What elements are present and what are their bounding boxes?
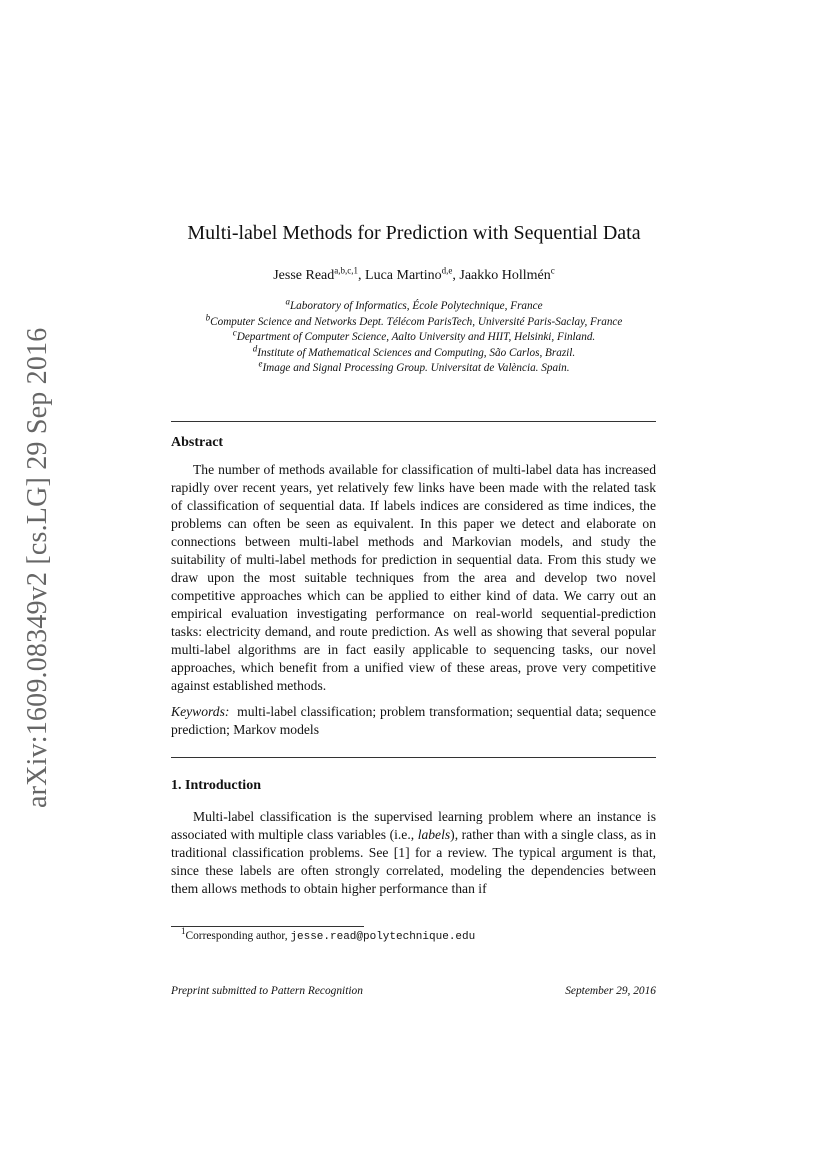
affiliation-mark: b bbox=[205, 311, 211, 322]
author-list bbox=[0, 265, 828, 284]
intro-text: ), rather than with a single class, as in traditional classification problems. See [1] for a review. The typical argument is that, since these labels are often strongly correlated, modeling the dependencies between them allows methods to obtain higher performance than if bbox=[171, 827, 657, 896]
intro-paragraph bbox=[171, 808, 656, 898]
footer-preprint: Preprint submitted to Pattern Recognition bbox=[171, 985, 363, 997]
affiliation-text: Image and Signal Processing Group. Universitat de València. Spain. bbox=[262, 362, 570, 374]
author-name: Jaakko Hollmén bbox=[459, 268, 551, 283]
abstract-body bbox=[171, 461, 656, 739]
footnote-mark: 1 bbox=[181, 926, 186, 937]
author-name: Luca Martino bbox=[365, 268, 442, 283]
abstract-text: The number of methods available for classification of multi-label data has increased rapidly over recent years, yet relatively few links have been made with the related task of classification of sequential data. If labels indices are considered as time indices, the problems can often be seen as equivalent. In this paper we detect and elaborate on connections between multi-label methods and Markovian models, and study the suitability of multi-label methods for prediction in sequential data. From this study we draw upon the most suitable techniques from the area and develop two novel competitive approaches which can be applied to either kind of data. We carry out an empirical evaluation investigating performance on real-world sequential-prediction tasks: electricity demand, and route prediction. As well as showing that several popular multi-label algorithms are in fact easily applicable to sequencing tasks, our novel approaches, which benefit from a unified view of these areas, prove very competitive against established methods. bbox=[171, 462, 656, 693]
author-separator: , bbox=[358, 268, 366, 283]
keywords-line bbox=[171, 703, 656, 739]
footnote-rule bbox=[171, 926, 364, 927]
introduction-body bbox=[171, 808, 656, 898]
author-email: jesse.read@polytechnique.edu bbox=[290, 931, 476, 943]
abstract-heading: Abstract bbox=[171, 435, 224, 450]
author-affil-marks: c bbox=[550, 265, 555, 276]
section-heading: 1. Introduction bbox=[171, 778, 261, 793]
affiliation bbox=[0, 296, 828, 315]
affiliation-text: Institute of Mathematical Sciences and Computing, São Carlos, Brazil. bbox=[257, 346, 576, 359]
affiliation-text: Department of Computer Science, Aalto University and HIIT, Helsinki, Finland. bbox=[236, 331, 596, 343]
author-affil-marks: d,e bbox=[441, 265, 453, 276]
intro-emphasis: labels bbox=[417, 827, 451, 842]
keywords-text: multi-label classification; problem transformation; sequential data; sequence prediction; Markov models bbox=[171, 704, 656, 737]
author-name: Jesse Read bbox=[273, 268, 335, 283]
footnote-text: Corresponding author, bbox=[185, 930, 291, 942]
affiliation-mark: a bbox=[285, 296, 290, 307]
abstract-bottom-rule bbox=[171, 757, 656, 758]
affiliation-list bbox=[0, 296, 828, 377]
arxiv-identifier: arXiv:1609.08349v2 [cs.LG] 29 Sep 2016 bbox=[22, 327, 53, 808]
affiliation-text: Computer Science and Networks Dept. Télécom ParisTech, Université Paris-Saclay, France bbox=[210, 315, 623, 328]
intro-text: Multi-label classification is the supervised learning problem where an instance is associated with multiple class variables (i.e., bbox=[171, 809, 656, 842]
affiliation bbox=[0, 358, 828, 377]
paper-title: Multi-label Methods for Prediction with Sequential Data bbox=[187, 222, 641, 244]
affiliation-mark: c bbox=[232, 327, 237, 338]
affiliation-mark: e bbox=[258, 358, 263, 369]
abstract-top-rule bbox=[171, 421, 656, 422]
affiliation-text: Laboratory of Informatics, École Polytechnique, France bbox=[289, 300, 543, 312]
affiliation bbox=[0, 311, 828, 331]
footnote bbox=[181, 926, 476, 943]
footer-date: September 29, 2016 bbox=[565, 985, 656, 997]
affiliation bbox=[0, 342, 828, 362]
author-affil-marks: a,b,c,1 bbox=[334, 265, 359, 276]
affiliation bbox=[0, 327, 828, 346]
affiliation-mark: d bbox=[252, 342, 258, 353]
author-separator: , bbox=[452, 268, 460, 283]
keywords-label: Keywords: bbox=[171, 704, 230, 719]
